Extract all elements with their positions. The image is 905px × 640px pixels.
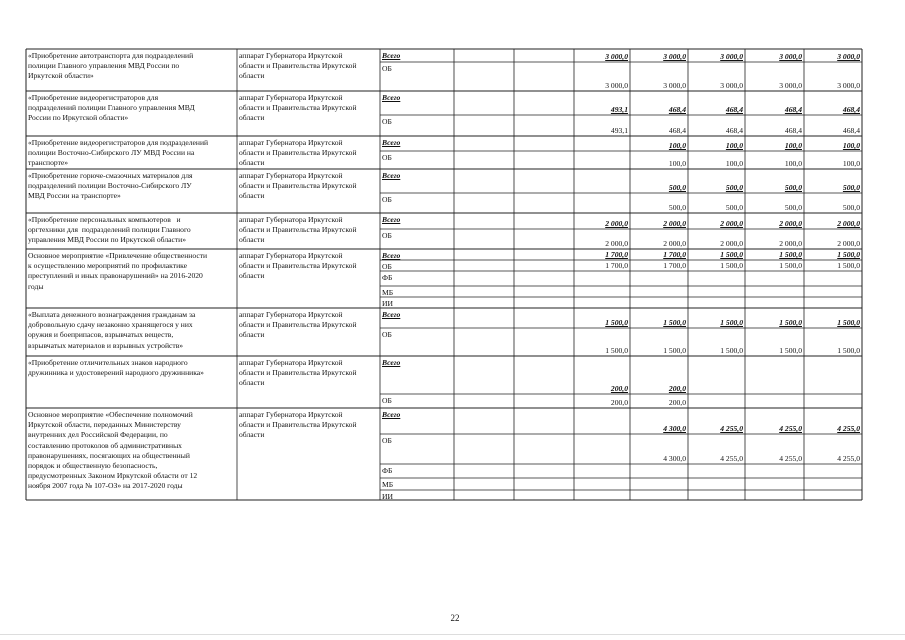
- value-cell: 100,0: [725, 141, 743, 150]
- value-cell: 2 000,0: [837, 239, 860, 248]
- value-cell: 4 255,0: [779, 454, 802, 463]
- value-cell: 500,0: [842, 203, 860, 212]
- value-cell: 3 000,0: [837, 52, 860, 61]
- value-cell: 500,0: [784, 203, 802, 212]
- value-cell: 493,1: [610, 126, 628, 135]
- row-name-line: Иркутской области, переданных Министерству: [28, 420, 181, 430]
- row-executor-line: области: [239, 271, 265, 281]
- row-name-line: Иркутской области»: [28, 71, 94, 81]
- value-cell: 493,1: [610, 105, 628, 114]
- row-name-line: «Выплата денежного вознаграждения гражданам за: [28, 310, 196, 319]
- row-executor-line: области: [239, 71, 265, 81]
- value-cell: 1 500,0: [779, 261, 802, 270]
- value-cell: 1 500,0: [837, 346, 860, 355]
- row-executor-line: области: [239, 430, 265, 440]
- value-cell: 2 000,0: [720, 239, 743, 248]
- value-cell: 1 500,0: [663, 318, 686, 327]
- value-cell: 4 300,0: [663, 454, 686, 463]
- row-executor-line: аппарат Губернатора Иркутской: [239, 138, 343, 147]
- row-executor-line: аппарат Губернатора Иркутской: [239, 358, 343, 367]
- value-cell: 100,0: [842, 159, 860, 168]
- row-name-line: «Приобретение отличительных знаков народного: [28, 358, 188, 367]
- row-name-line: «Приобретение горюче-смазочных материалов для: [28, 171, 193, 180]
- row-name-line: Основное мероприятие «Обеспечение полномочий: [28, 410, 193, 419]
- funding-source-label: ФБ: [382, 273, 393, 282]
- value-cell: 500,0: [668, 203, 686, 212]
- value-cell: 1 700,0: [663, 261, 686, 270]
- value-cell: 2 000,0: [663, 219, 686, 228]
- row-executor-line: аппарат Губернатора Иркутской: [239, 310, 343, 319]
- funding-source-label: МБ: [382, 288, 394, 297]
- row-name-line: оргтехники для подразделений полиции Главного: [28, 225, 191, 235]
- value-cell: 1 500,0: [837, 261, 860, 270]
- value-cell: 500,0: [668, 183, 686, 192]
- row-executor-line: области и Правительства Иркутской: [239, 103, 357, 113]
- row-name-line: Основное мероприятие «Привлечение общественности: [28, 251, 208, 260]
- scan-edge: [0, 634, 905, 635]
- row-executor-line: области и Правительства Иркутской: [239, 368, 357, 378]
- value-cell: 1 500,0: [837, 250, 860, 259]
- funding-source-label: ИИ: [382, 299, 393, 308]
- funding-source-label: Всего: [382, 51, 401, 60]
- row-executor-line: области и Правительства Иркутской: [239, 225, 357, 235]
- value-cell: 4 255,0: [837, 424, 860, 433]
- row-name-line: преступлений и иных правонарушений» на 2016-2020: [28, 271, 203, 281]
- value-cell: 2 000,0: [663, 239, 686, 248]
- value-cell: 2 000,0: [837, 219, 860, 228]
- row-executor-line: аппарат Губернатора Иркутской: [239, 93, 343, 102]
- row-name-line: дружинника и удостоверений народного дружинника»: [28, 368, 204, 378]
- row-executor-line: области: [239, 113, 265, 123]
- value-cell: 1 500,0: [779, 346, 802, 355]
- value-cell: 4 255,0: [779, 424, 802, 433]
- funding-source-label: ИИ: [382, 492, 393, 501]
- value-cell: 3 000,0: [720, 81, 743, 90]
- funding-source-label: Всего: [382, 215, 401, 224]
- row-name-line: транспорте»: [28, 158, 69, 168]
- value-cell: 200,0: [610, 398, 628, 407]
- funding-source-label: ОБ: [382, 117, 392, 126]
- row-executor-line: аппарат Губернатора Иркутской: [239, 251, 343, 260]
- value-cell: 100,0: [784, 159, 802, 168]
- row-name-line: составлению протоколов об административных: [28, 440, 182, 450]
- value-cell: 3 000,0: [605, 52, 628, 61]
- row-executor-line: области: [239, 330, 265, 340]
- funding-source-label: ОБ: [382, 436, 392, 445]
- value-cell: 1 500,0: [605, 346, 628, 355]
- value-cell: 3 000,0: [779, 81, 802, 90]
- funding-source-label: МБ: [382, 480, 394, 489]
- value-cell: 468,4: [725, 126, 743, 135]
- funding-source-label: ОБ: [382, 396, 392, 405]
- value-cell: 3 000,0: [663, 81, 686, 90]
- row-name-line: «Приобретение автотранспорта для подразделений: [28, 51, 194, 60]
- value-cell: 4 255,0: [837, 454, 860, 463]
- value-cell: 3 000,0: [720, 52, 743, 61]
- value-cell: 468,4: [842, 105, 860, 114]
- row-executor-line: области и Правительства Иркутской: [239, 61, 357, 71]
- funding-source-label: ОБ: [382, 153, 392, 162]
- value-cell: 2 000,0: [605, 239, 628, 248]
- value-cell: 4 255,0: [720, 454, 743, 463]
- value-cell: 3 000,0: [663, 52, 686, 61]
- row-name-line: внутренних дел Российской Федерации, по: [28, 430, 168, 440]
- value-cell: 4 255,0: [720, 424, 743, 433]
- row-executor-line: области: [239, 235, 265, 245]
- funding-source-label: ОБ: [382, 330, 392, 339]
- funding-source-label: Всего: [382, 251, 401, 260]
- value-cell: 468,4: [784, 126, 802, 135]
- row-name-line: «Приобретение видеорегистраторов для подразделений: [28, 138, 209, 147]
- value-cell: 1 500,0: [605, 318, 628, 327]
- funding-source-label: ОБ: [382, 231, 392, 240]
- value-cell: 3 000,0: [605, 81, 628, 90]
- row-executor-line: аппарат Губернатора Иркутской: [239, 215, 343, 224]
- row-name-line: к осуществлению мероприятий по профилактике: [28, 261, 188, 271]
- row-name-line: полиции Главного управления МВД России по: [28, 61, 180, 71]
- row-executor-line: области: [239, 378, 265, 388]
- funding-source-label: ОБ: [382, 195, 392, 204]
- row-name-line: предусмотренных Законом Иркутской области от 12: [28, 471, 198, 481]
- row-name-line: МВД России на транспорте»: [28, 191, 121, 201]
- value-cell: 1 500,0: [779, 318, 802, 327]
- value-cell: 1 500,0: [720, 346, 743, 355]
- funding-source-label: ОБ: [382, 64, 392, 73]
- value-cell: 100,0: [668, 159, 686, 168]
- value-cell: 1 500,0: [837, 318, 860, 327]
- value-cell: 3 000,0: [837, 81, 860, 90]
- value-cell: 1 500,0: [779, 250, 802, 259]
- row-name-line: добровольную сдачу незаконно хранящегося у них: [28, 320, 193, 330]
- funding-source-label: Всего: [382, 310, 401, 319]
- row-name-line: полиции Восточно-Сибирского ЛУ МВД России на: [28, 148, 195, 158]
- value-cell: 4 300,0: [663, 424, 686, 433]
- value-cell: 1 500,0: [720, 261, 743, 270]
- row-name-line: подразделений полиции Главного управления МВД: [28, 103, 195, 113]
- funding-source-label: ОБ: [382, 262, 392, 271]
- funding-source-label: Всего: [382, 410, 401, 419]
- row-executor-line: области и Правительства Иркутской: [239, 320, 357, 330]
- value-cell: 1 500,0: [663, 346, 686, 355]
- value-cell: 468,4: [842, 126, 860, 135]
- value-cell: 2 000,0: [605, 219, 628, 228]
- value-cell: 500,0: [725, 203, 743, 212]
- value-cell: 468,4: [668, 126, 686, 135]
- row-name-line: «Приобретение персональных компьютеров и: [28, 215, 181, 224]
- row-name-line: годы: [28, 281, 44, 291]
- row-executor-line: области и Правительства Иркутской: [239, 420, 357, 430]
- row-name-line: «Приобретение видеорегистраторов для: [28, 93, 159, 102]
- row-name-line: правонарушениях, посягающих на общественный: [28, 450, 190, 460]
- value-cell: 2 000,0: [779, 219, 802, 228]
- value-cell: 100,0: [842, 141, 860, 150]
- row-executor-line: области: [239, 191, 265, 201]
- value-cell: 500,0: [725, 183, 743, 192]
- row-executor-line: аппарат Губернатора Иркутской: [239, 410, 343, 419]
- row-executor-line: аппарат Губернатора Иркутской: [239, 171, 343, 180]
- value-cell: 100,0: [668, 141, 686, 150]
- value-cell: 100,0: [725, 159, 743, 168]
- funding-source-label: Всего: [382, 93, 401, 102]
- row-name-line: порядок и общественную безопасность,: [28, 461, 158, 470]
- value-cell: 1 500,0: [720, 250, 743, 259]
- funding-source-label: ФБ: [382, 466, 393, 475]
- value-cell: 3 000,0: [779, 52, 802, 61]
- row-executor-line: области и Правительства Иркутской: [239, 181, 357, 191]
- page-number: 22: [450, 613, 460, 623]
- row-name-line: ноября 2007 года № 107-ОЗ» на 2017-2020 годы: [28, 481, 183, 491]
- value-cell: 500,0: [842, 183, 860, 192]
- value-cell: 2 000,0: [779, 239, 802, 248]
- row-name-line: управления МВД России по Иркутской области»: [28, 235, 187, 245]
- value-cell: 100,0: [784, 141, 802, 150]
- value-cell: 200,0: [668, 384, 686, 393]
- value-cell: 468,4: [784, 105, 802, 114]
- value-cell: 200,0: [668, 398, 686, 407]
- value-cell: 1 700,0: [663, 250, 686, 259]
- value-cell: 468,4: [725, 105, 743, 114]
- funding-source-label: Всего: [382, 358, 401, 367]
- value-cell: 500,0: [784, 183, 802, 192]
- value-cell: 1 500,0: [720, 318, 743, 327]
- value-cell: 468,4: [668, 105, 686, 114]
- row-name-line: взрывчатых материалов и взрывных устройств»: [28, 340, 184, 350]
- funding-source-label: Всего: [382, 171, 401, 180]
- row-name-line: подразделений полиции Восточно-Сибирского ЛУ: [28, 181, 192, 191]
- value-cell: 200,0: [610, 384, 628, 393]
- funding-source-label: Всего: [382, 138, 401, 147]
- value-cell: 2 000,0: [720, 219, 743, 228]
- row-executor-line: области: [239, 158, 265, 168]
- row-executor-line: области и Правительства Иркутской: [239, 148, 357, 158]
- row-executor-line: аппарат Губернатора Иркутской: [239, 51, 343, 60]
- row-name-line: России по Иркутской области»: [28, 113, 129, 123]
- row-executor-line: области и Правительства Иркутской: [239, 261, 357, 271]
- value-cell: 1 700,0: [605, 250, 628, 259]
- row-name-line: оружия и боеприпасов, взрывчатых веществ,: [28, 330, 174, 340]
- value-cell: 1 700,0: [605, 261, 628, 270]
